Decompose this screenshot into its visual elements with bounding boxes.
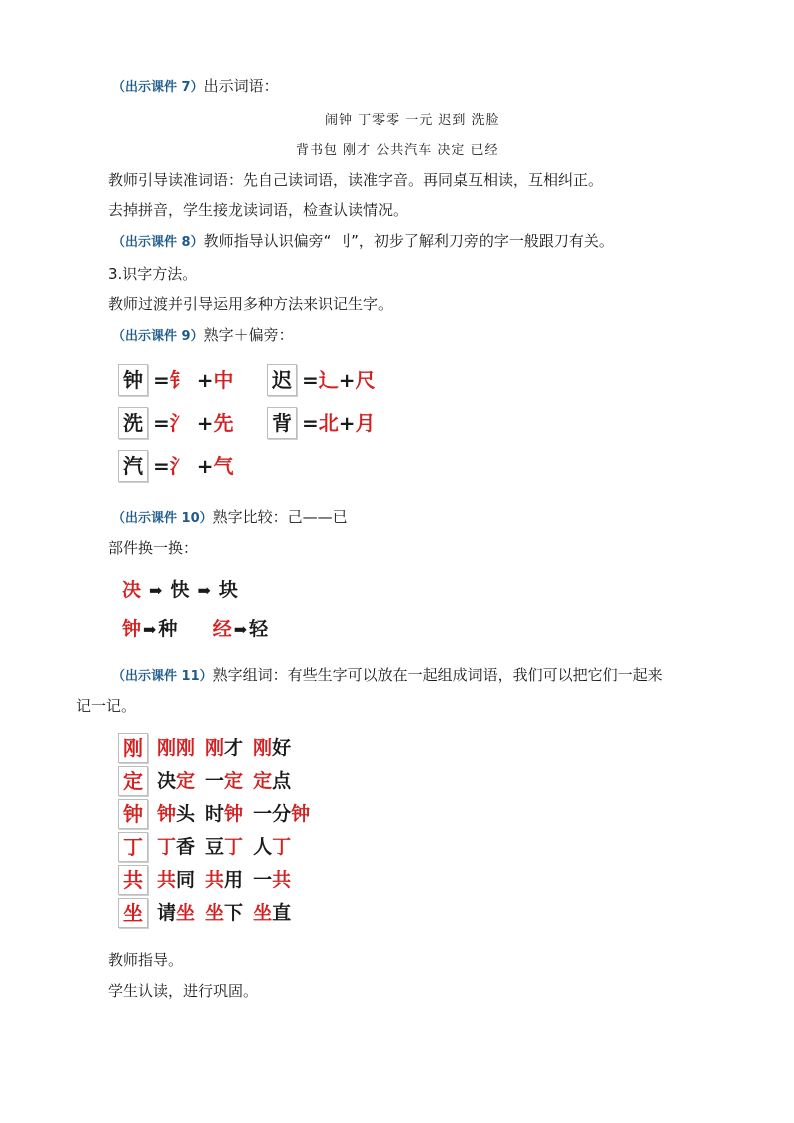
composition-xi bbox=[153, 409, 234, 437]
equals-sign: = bbox=[153, 411, 170, 435]
word-group-word bbox=[205, 898, 243, 928]
section9-line bbox=[112, 325, 294, 347]
word-segment: 共 bbox=[205, 869, 225, 891]
component-chain-1 bbox=[122, 575, 238, 606]
word-group-word bbox=[205, 766, 243, 796]
component: 气 bbox=[213, 454, 234, 478]
word-segment: 下 bbox=[224, 902, 244, 924]
word-segment: 定 bbox=[224, 770, 244, 792]
composition-bei bbox=[302, 409, 376, 437]
char-box-zhong: 钟 bbox=[118, 364, 148, 396]
word-segment: 直 bbox=[272, 902, 292, 924]
word-group-row bbox=[157, 865, 301, 895]
word-group-word bbox=[205, 733, 243, 763]
word-group-word bbox=[157, 733, 195, 763]
word-group-word bbox=[253, 898, 291, 928]
radical: 钅 bbox=[169, 368, 190, 392]
section9-text: 熟字＋偏旁： bbox=[203, 326, 294, 344]
component: 先 bbox=[213, 411, 234, 435]
word-group-row bbox=[157, 799, 320, 829]
section11-line bbox=[112, 665, 663, 687]
word-segment: 一分 bbox=[253, 803, 292, 825]
word-segment: 丁 bbox=[224, 836, 244, 858]
arrow-right-icon: ➡ bbox=[197, 581, 211, 600]
word-segment: 豆 bbox=[205, 836, 225, 858]
section11-text-continued: 记一记。 bbox=[76, 697, 137, 715]
word-segment: 点 bbox=[272, 770, 292, 792]
section10-text: 熟字比较：己——已 bbox=[212, 508, 348, 526]
word-segment: 香 bbox=[176, 836, 196, 858]
plus-sign: + bbox=[196, 411, 214, 435]
word-segment: 刚刚 bbox=[157, 737, 196, 759]
arrow-right-icon: ➡ bbox=[149, 581, 163, 600]
word-group-char-box: 定 bbox=[118, 766, 148, 796]
word-list-line2: 背书包 刚才 公共汽车 决定 已经 bbox=[296, 143, 499, 158]
word-group-word bbox=[205, 799, 243, 829]
word-segment: 坐 bbox=[205, 902, 225, 924]
word-segment: 用 bbox=[224, 869, 244, 891]
word-group-row bbox=[157, 766, 301, 796]
paragraph-read-words: 教师引导读准词语：先自己读词语，读准字音。再同桌互相读，互相纠正。 bbox=[108, 171, 604, 189]
section7-text: 出示词语： bbox=[203, 77, 279, 95]
plus-sign: + bbox=[196, 368, 214, 392]
courseware-tag: （出示课件 8） bbox=[112, 235, 204, 250]
word-group-word bbox=[253, 799, 310, 829]
word-segment: 钟 bbox=[224, 803, 244, 825]
component-chain-2 bbox=[122, 614, 268, 645]
word-segment: 才 bbox=[224, 737, 244, 759]
component: 月 bbox=[355, 411, 376, 435]
word-segment: 刚 bbox=[205, 737, 225, 759]
section11-text: 熟字组词：有些生字可以放在一起组成词语，我们可以把它们一起来 bbox=[212, 666, 663, 684]
word-group-word bbox=[253, 865, 291, 895]
component: 尺 bbox=[355, 368, 376, 392]
char-box-xi: 洗 bbox=[118, 407, 148, 439]
word-segment: 同 bbox=[176, 869, 196, 891]
equals-sign: = bbox=[153, 368, 170, 392]
word-group-word bbox=[157, 865, 195, 895]
char-box-chi: 迟 bbox=[267, 364, 297, 396]
word-segment: 请 bbox=[157, 902, 177, 924]
word-group-word bbox=[205, 832, 243, 862]
paragraph-transition: 教师过渡并引导运用多种方法来识记生字。 bbox=[108, 295, 394, 313]
word-segment: 共 bbox=[272, 869, 292, 891]
section8-text: 教师指导认识偏旁“ 刂”，初步了解利刀旁的字一般跟刀有关。 bbox=[203, 232, 614, 250]
section10-line bbox=[112, 507, 348, 529]
swap-components-label: 部件换一换： bbox=[108, 539, 199, 557]
char-box-bei: 背 bbox=[267, 407, 297, 439]
paragraph-student-read: 学生认读，进行巩固。 bbox=[108, 982, 259, 1000]
word-segment: 人 bbox=[253, 836, 273, 858]
plus-sign: + bbox=[338, 411, 356, 435]
word-segment: 坐 bbox=[253, 902, 273, 924]
word-segment: 刚 bbox=[253, 737, 273, 759]
word-segment: 一 bbox=[253, 869, 273, 891]
composition-chi bbox=[302, 366, 376, 394]
word-group-char-box: 钟 bbox=[118, 799, 148, 829]
chain-char: 轻 bbox=[249, 618, 269, 640]
word-segment: 头 bbox=[176, 803, 196, 825]
word-group-word bbox=[205, 865, 243, 895]
word-segment: 决 bbox=[157, 770, 177, 792]
radical: 氵 bbox=[169, 454, 190, 478]
word-segment: 丁 bbox=[272, 836, 292, 858]
word-segment: 一 bbox=[205, 770, 225, 792]
word-group-row bbox=[157, 898, 301, 928]
word-group-word bbox=[253, 766, 291, 796]
radical: 氵 bbox=[169, 411, 190, 435]
word-group-char-box: 刚 bbox=[118, 733, 148, 763]
word-group-row bbox=[157, 832, 301, 862]
equals-sign: = bbox=[302, 411, 319, 435]
char-box-qi: 汽 bbox=[118, 450, 148, 482]
component: 北 bbox=[318, 411, 339, 435]
word-group-char-box: 共 bbox=[118, 865, 148, 895]
heading-method: 3.识字方法。 bbox=[108, 265, 198, 283]
word-group-word bbox=[253, 733, 291, 763]
word-segment: 好 bbox=[272, 737, 292, 759]
courseware-tag: （出示课件 10） bbox=[112, 511, 213, 526]
chain-char: 经 bbox=[212, 618, 232, 640]
word-group-row bbox=[157, 733, 301, 763]
plus-sign: + bbox=[338, 368, 356, 392]
paragraph-teacher-guide: 教师指导。 bbox=[108, 951, 184, 969]
arrow-right-icon: ➡ bbox=[233, 620, 248, 639]
word-group-word bbox=[253, 832, 291, 862]
word-segment: 时 bbox=[205, 803, 225, 825]
radical: 辶 bbox=[318, 368, 339, 392]
composition-qi bbox=[153, 452, 234, 480]
chain-char: 钟 bbox=[122, 618, 142, 640]
equals-sign: = bbox=[302, 368, 319, 392]
word-group-char-box: 丁 bbox=[118, 832, 148, 862]
word-segment: 共 bbox=[157, 869, 177, 891]
word-segment: 定 bbox=[253, 770, 273, 792]
chain-char: 块 bbox=[218, 579, 238, 601]
word-group-char-box: 坐 bbox=[118, 898, 148, 928]
courseware-tag: （出示课件 11） bbox=[112, 669, 213, 684]
equals-sign: = bbox=[153, 454, 170, 478]
word-segment: 坐 bbox=[176, 902, 196, 924]
chain-char: 种 bbox=[158, 618, 178, 640]
word-group-word bbox=[157, 766, 195, 796]
chain-char: 决 bbox=[122, 579, 142, 601]
word-group-word bbox=[157, 898, 195, 928]
word-group-word bbox=[157, 799, 195, 829]
courseware-tag: （出示课件 9） bbox=[112, 329, 204, 344]
section8-line bbox=[112, 231, 614, 253]
paragraph-remove-pinyin: 去掉拼音，学生接龙读词语，检查认读情况。 bbox=[108, 201, 409, 219]
word-group-word bbox=[157, 832, 195, 862]
component: 中 bbox=[213, 368, 234, 392]
arrow-right-icon: ➡ bbox=[143, 620, 157, 639]
chain-char: 快 bbox=[170, 579, 190, 601]
word-segment: 钟 bbox=[291, 803, 311, 825]
plus-sign: + bbox=[196, 454, 214, 478]
section7-line bbox=[112, 76, 279, 98]
word-segment: 定 bbox=[176, 770, 196, 792]
word-segment: 丁 bbox=[157, 836, 177, 858]
courseware-tag: （出示课件 7） bbox=[112, 80, 204, 95]
composition-zhong bbox=[153, 366, 234, 394]
word-segment: 钟 bbox=[157, 803, 177, 825]
word-list-line1: 闹钟 丁零零 一元 迟到 洗脸 bbox=[325, 113, 500, 128]
